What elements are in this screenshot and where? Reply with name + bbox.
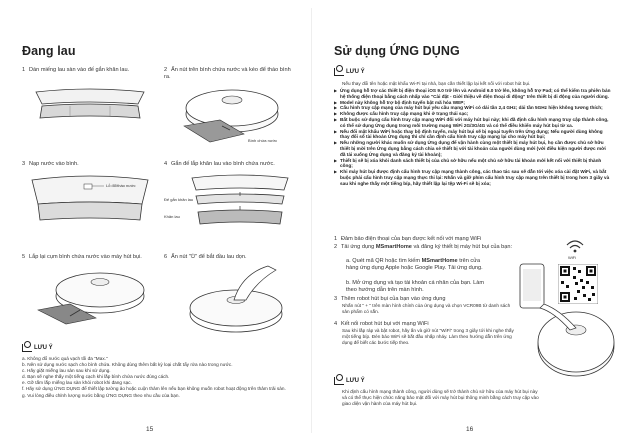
robot-start-illustration (176, 264, 296, 344)
robot-wifi-button-illustration (534, 304, 618, 380)
app-step-4-text: Kết nối robot hút bụi với mạng WiFi (341, 321, 429, 327)
step-5: 5 Lắp lại cụm bình chứa nước vào máy hút bụi. (22, 254, 142, 260)
bottom-note-text: Khi định cấu hình mạng thành công, người dùng sẽ trở thành chủ sở hữu của máy hút bụi này và có thể thực hiện chức năng bảo mật đối với máy hút bụi thông minh bằng cách truy cập vào giao diện vận hành của máy hút bụi. (342, 389, 539, 406)
page-number-left: 15 (146, 426, 154, 433)
list-item: ▶ Không được cấu hình truy cập mạng khi ở trạng thái sạc; (334, 111, 612, 117)
note-icon (22, 344, 32, 352)
list-item: ▶ Nếu đổi mật khẩu WiFi hoặc thay bộ định tuyến, máy hút bụi sẽ bị ngoại tuyến trên Ứng dụng; Nếu người dùng không thay đổi số tài khoản Ứng dụng thì chỉ cần định cấu hình truy cập mạng lại cho máy hút bụi; (334, 129, 612, 141)
list-item: f. Hãy sử dụng ỨNG DỤNG để thiết lập tường ảo hoặc cuộn thảm lên nếu bạn không muốn robot hoạt động trên thảm trải sàn. (22, 386, 286, 392)
note-icon (334, 377, 344, 385)
list-item: ▶ Bất buộc sử dụng cấu hình truy cập mạng WiFi đối với máy hút bụi này; khi đã định cấu hình mạng truy cập thành công, có thể sử dụng Ứng dụng trong môi trường mạng WiFi 2G/3G/4G và có thể điều khiển máy hút bụi từ xa. (334, 117, 612, 129)
list-item: g. Vui lòng điều chỉnh lượng nước bằng ỨNG DỤNG theo nhu cầu của bạn. (22, 392, 180, 398)
robot-assembly-illustration (30, 270, 152, 334)
left-note-title-text: LƯU Ý (34, 345, 53, 351)
bottom-note-title (334, 377, 365, 385)
right-page (312, 0, 624, 441)
app-step-2-intro: Tải ứng dụng (341, 244, 375, 250)
page-number-right: 16 (466, 426, 474, 433)
right-intro: Nếu thay đổi tên hoặc mật khẩu Wi-Fi tại nhà, bạn cần thiết lập lại kết nối với robot hút bụi. (342, 81, 531, 86)
app-step-4-detail: Sau khi lắp ráp và bật robot, hãy ấn và giữ nút "WiFi" trong 3 giây tới khi nghe thấy một tiếng bíp. Đèn báo WiFi sẽ bắt đầu nhấp nháy. Làm theo hướng dẫn trên ứng dụng để biết các bước tiếp theo. (342, 328, 514, 345)
step-6-text: Ấn nút "⏻" để bắt đầu lau dọn. (171, 254, 247, 260)
list-item: ▶ Ứng dụng hỗ trợ các thiết bị điện thoại iOS 9.0 trở lên và Android 6.0 trở lên, không hỗ trợ Pad; có thể kiểm tra phiên bản hệ thống điện thoại bằng cách nhấp vào "Cài đặt - Giới thiệu về điện thoại di động" trên thiết bị di động của người dùng. (334, 88, 612, 100)
app-name: MSmartHome (375, 244, 412, 250)
list-item: ▶ Khi máy hút bụi được định cấu hình truy cập mạng thành công, các thao tác sau sẽ dẫn tới việc xóa cài đặt WiFi, và bắt buộc phải cấu hình truy cập mạng thực thi lại: Nhấn và giữ phím cấu hình truy cập mạng trên thiết bị trong hơn 3 giây và sau khi nghe thấy một tiếng bíp, hãy thiết lập lại tệp Wi-Fi sẽ bị xóa; (334, 169, 612, 186)
list-item: a. Không đổ nước quá vạch tối đa "Max." (22, 356, 108, 361)
robot-tank-illustration (170, 82, 290, 150)
app-step-1-text: Đảm bảo điện thoại của bạn được kết nối với mạng WiFi (341, 236, 482, 242)
right-note-title-text: LƯU Ý (346, 69, 365, 75)
list-item: ▶ Thiết bị sẽ bị xóa khỏi danh sách thiết bị của chủ sở hữu nếu một chủ sở hữu tài khoản mới kết nối với thiết bị thành công; (334, 158, 612, 170)
app-step-4: 4 Kết nối robot hút bụi với mạng WiFi (334, 321, 429, 327)
right-note-title (334, 68, 365, 76)
mop-pad-illustration (30, 86, 150, 126)
app-step-2a-pre: Quét mã QR hoặc tìm kiếm (352, 258, 421, 264)
app-step-2b-text: Mở ứng dụng và tạo tài khoản cá nhân của bạn. Làm theo hướng dẫn trên màn hình. (346, 280, 485, 293)
app-step-3-text: Thêm robot hút bụi của bạn vào ứng dụng (341, 296, 446, 302)
app-step-2-rest: và đăng ký thiết bị máy hút bụi của bạn: (413, 244, 513, 250)
step-4-text: Gắn đế lắp khăn lau vào bình chứa nước. (171, 161, 275, 167)
step-2: 2 Ấn nút trên bình chứa nước và kéo để tháo bình ra. (164, 67, 291, 80)
step-2-text: Ấn nút trên bình chứa nước và kéo để tháo bình ra. (164, 67, 291, 80)
step-3-label: Lỗ đổ/tháo nước (106, 183, 136, 188)
qr-code[interactable] (558, 264, 598, 304)
step-3: 3 Nạp nước vào bình. (22, 161, 79, 167)
step-4: 4 Gắn đế lắp khăn lau vào bình chứa nước. (164, 161, 275, 167)
note-icon (334, 68, 344, 76)
wifi-label: WiFi (568, 255, 576, 260)
step-3-text: Nạp nước vào bình. (29, 161, 79, 167)
app-step-1: 1 Đảm bảo điện thoại của bạn được kết nối với mạng WiFi (334, 236, 482, 242)
left-note-title (22, 344, 53, 352)
page-title-right: Sử dụng ỨNG DỤNG (334, 44, 460, 58)
water-tank-illustration (24, 170, 154, 230)
step-1-text: Dán miếng lau sàn vào đế gắn khăn lau. (29, 67, 130, 73)
mop-mount-illustration (164, 172, 296, 236)
step-4-label-mount: Đế gắn khăn lau (164, 197, 194, 202)
app-step-3-detail: Nhấn nút " + " trên màn hình chính của ứng dụng và chọn VCR09B từ danh sách sản phẩm có sẵn. (342, 303, 511, 314)
step-6: 6 Ấn nút "⏻" để bắt đầu lau dọn. (164, 254, 247, 260)
step-2-label: Bình chứa nước (248, 138, 278, 143)
list-item: c. Hãy giặt miếng lau sàn sau khi sử dụng. (22, 368, 111, 374)
list-item: ▶ Nếu những người khác muốn sử dụng Ứng dụng để vận hành cùng một thiết bị máy hút bụi, họ cần được chủ sở hữu thiết bị mời trên Ứng dụng bằng cách chia sẻ thiết bị với tài khoản của người dùng mới (với điều kiện người được mời đã tải xuống Ứng dụng và đăng ký tài khoản); (334, 140, 612, 157)
bottom-note-title-text: LƯU Ý (346, 378, 365, 384)
list-item: b. Nên sử dụng nước sạch cho bình chứa. Không dùng thêm bất kỳ loại chất tẩy rửa nào trong nước. (22, 362, 233, 368)
app-step-2a: a. Quét mã QR hoặc tìm kiếm MSmartHome trên cửa hàng ứng dụng Apple hoặc Google Play. Tải ứng dụng. (346, 258, 483, 271)
list-item: ▶ Model này không hỗ trợ bộ định tuyến bật mã hóa WEP; (334, 100, 612, 106)
left-notes-list (22, 356, 302, 399)
wifi-icon (564, 236, 586, 260)
page-title: Đang lau (22, 44, 76, 58)
app-step-2a-app: MSmartHome (421, 258, 458, 264)
app-step-2b: b. Mở ứng dụng và tạo tài khoản cá nhân của bạn. Làm theo hướng dẫn trên màn hình. (346, 280, 485, 293)
app-step-3: 3 Thêm robot hút bụi của bạn vào ứng dụng (334, 296, 446, 302)
app-step-2a-post: trên cửa hàng ứng dụng Apple hoặc Google Play. Tải ứng dụng. (346, 258, 483, 271)
phone-icon (512, 262, 552, 310)
list-item: ▶ Cấu hình truy cập mạng của máy hút bụi yêu cầu mạng WiFi có dải tần 2,4 GHz; dải tần 5GHz hiện không tương thích; (334, 105, 612, 111)
list-item: d. Bạn sẽ nghe thấy một tiếng cạch khi lắp bình chứa nước đúng cách. (22, 374, 170, 380)
app-step-2: 2 Tải ứng dụng MSmartHome và đăng ký thiết bị máy hút bụi của bạn: (334, 244, 513, 250)
right-bullets (334, 88, 612, 187)
list-item: e. Gỡ tấm lắp miếng lau sàn khỏi robot khi đang sạc. (22, 380, 132, 386)
step-5-text: Lắp lại cụm bình chứa nước vào máy hút bụi. (29, 254, 142, 260)
step-1: 1 Dán miếng lau sàn vào đế gắn khăn lau. (22, 67, 130, 73)
step-4-label-pad: Khăn lau (164, 214, 180, 219)
